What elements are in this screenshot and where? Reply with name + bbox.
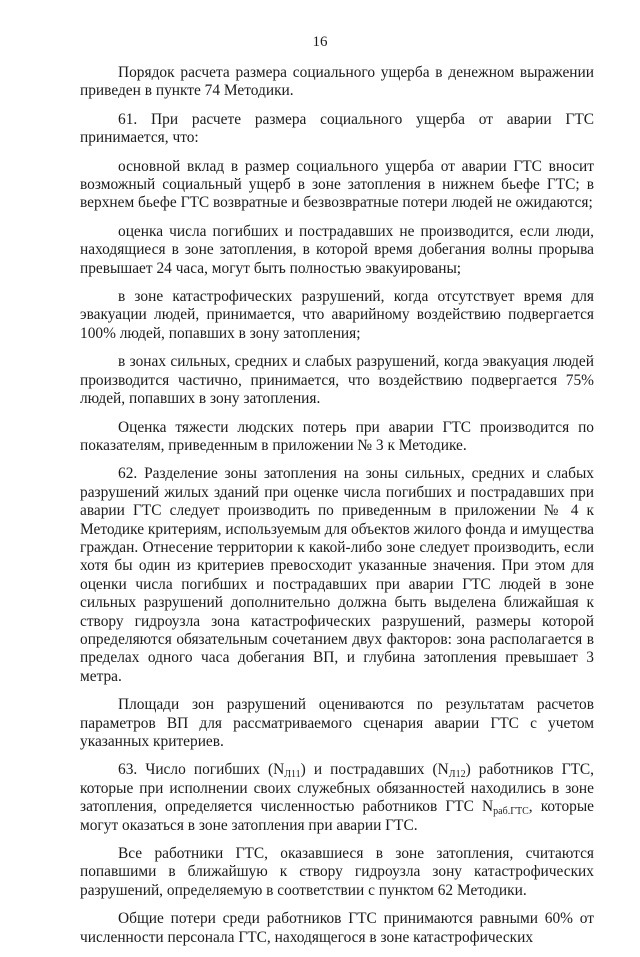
paragraph: Общие потери среди работников ГТС принимаются равными 60% от численности персонала ГТС, находящегося в зоне катастрофических (80, 910, 594, 946)
paragraph: Все работники ГТС, оказавшиеся в зоне затопления, считаются попавшими в ближайшую к створу гидроузла зону катастрофических разрушений, определяемую в соответствии с пунктом 62 Методики. (80, 845, 594, 899)
paragraph: 62. Разделение зоны затопления на зоны сильных, средних и слабых разрушений жилых зданий при оценке числа погибших и пострадавших при аварии ГТС следует производить по приведенным в приложении № 4 к Методике критериям, используемым для объектов жилого фонда и имущества граждан. Отнесение территории к какой-либо зоне следует производить, если хотя бы один из критериев превосходит указанные значения. При этом для оценки числа погибших и пострадавших при аварии ГТС людей в зоне сильных разрушений дополнительно должна быть выделена ближайшая к створу гидроузла зона катастрофических разрушений, размеры которой определяются обязательным сочетанием двух факторов: зона располагается в пределах одного часа добегания ВП, и глубина затопления превышает 3 метра. (80, 465, 594, 685)
body-text (80, 64, 594, 957)
p63-text-1: 63. Число погибших (N (118, 761, 285, 779)
paragraph: Оценка тяжести людских потерь при аварии ГТС производится по показателям, приведенным в приложении № 3 к Методике. (80, 418, 594, 454)
paragraph: 61. При расчете размера социального ущерба от аварии ГТС принимается, что: (80, 110, 594, 147)
p63-text-3: ) работников ГТС, которые при исполнении своих служебных обязанностей находились в зоне затопления, определяется численностью работников ГТС N (80, 761, 594, 816)
paragraph: в зоне катастрофических разрушений, когда отсутствует время для эвакуации людей, принимается, что аварийному воздействию подвергается 100% людей, попавших в зону затопления; (80, 288, 594, 342)
paragraph: Порядок расчета размера социального ущерба в денежном выражении приведен в пункте 74 Методики. (80, 64, 594, 100)
paragraph: основной вклад в размер социального ущерба от аварии ГТС вносит возможный социальный ущерб в зоне затопления в нижнем бьефе ГТС; в верхнем бьефе ГТС возвратные и безвозвратные потери людей не ожидаются; (80, 157, 594, 212)
paragraph-63 (80, 761, 594, 835)
p63-text-2: ) и пострадавших (N (300, 761, 449, 779)
p63-text-4: , которые могут оказаться в зоне затопления при аварии ГТС. (80, 798, 595, 834)
p63-sub-2: Л12 (448, 769, 466, 781)
p63-sub-3: раб.ГТС (493, 806, 529, 818)
page-number: 16 (312, 34, 328, 50)
paragraph: в зонах сильных, средних и слабых разрушений, когда эвакуация людей производится частично, принимается, что воздействию подвергается 75% людей, попавших в зону затопления. (80, 353, 594, 408)
p63-sub-1: Л11 (284, 769, 301, 781)
paragraph: Площади зон разрушений оцениваются по результатам расчетов параметров ВП для рассматриваемого сценария аварии ГТС с учетом указанных критериев. (80, 696, 594, 750)
paragraph: оценка числа погибших и пострадавших не производится, если люди, находящиеся в зоне затопления, в которой время добегания волны прорыва превышает 24 часа, могут быть полностью эвакуированы; (80, 222, 594, 277)
